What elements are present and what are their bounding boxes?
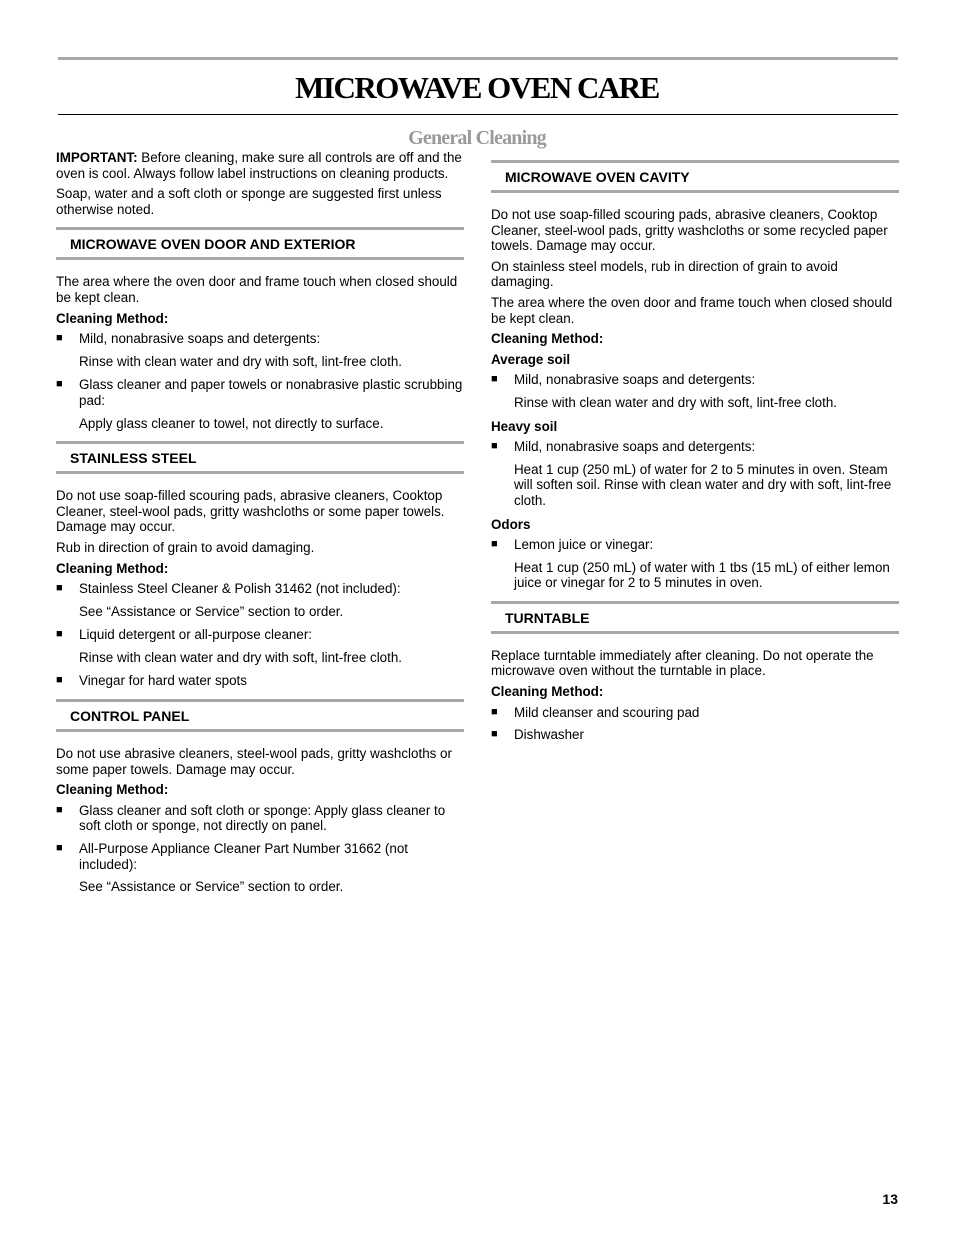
- heading-door-exterior: MICROWAVE OVEN DOOR AND EXTERIOR: [56, 227, 464, 260]
- cavity-method-label: Cleaning Method:: [491, 331, 604, 347]
- section-subtitle: General Cleaning: [408, 127, 546, 149]
- title-rule: [58, 114, 898, 115]
- list-item: ■ Mild, nonabrasive soaps and detergents:: [56, 331, 464, 347]
- cavity-paragraph-1: Do not use soap-filled scouring pads, abrasive cleaners, Cooktop Cleaner, steel-wool pads, gritty washcloths or some recycled paper towels. Damage may occur.: [491, 207, 888, 254]
- odors-label: Odors: [491, 516, 531, 532]
- right-column: [491, 150, 899, 750]
- important-note: [56, 150, 464, 181]
- stainless-method-label: Cleaning Method:: [56, 560, 169, 576]
- control-method-label: Cleaning Method:: [56, 782, 169, 798]
- top-rule: [58, 57, 898, 60]
- heavy-soil-label: Heavy soil: [491, 418, 558, 434]
- list-item: ■ Glass cleaner and soft cloth or sponge: Apply glass cleaner to soft cloth or sponge, not directly on panel.: [56, 803, 464, 834]
- list-item: ■ Mild, nonabrasive soaps and detergents:: [491, 439, 899, 455]
- cavity-paragraph-3: The area where the oven door and frame touch when closed should be kept clean.: [491, 294, 893, 326]
- control-paragraph: Do not use abrasive cleaners, steel-wool pads, gritty washcloths or some paper towels. Damage may occur.: [56, 746, 452, 777]
- heading-turntable: TURNTABLE: [491, 601, 899, 634]
- list-item-detail: See “Assistance or Service” section to order.: [79, 879, 344, 895]
- average-soil-label: Average soil: [491, 351, 571, 367]
- list-item: ■ Mild, nonabrasive soaps and detergents:: [491, 372, 899, 388]
- page-title: MICROWAVE OVEN CARE: [295, 70, 659, 105]
- list-item-detail: Rinse with clean water and dry with soft, lint-free cloth.: [514, 394, 838, 410]
- list-item: ■ Mild cleanser and scouring pad: [491, 705, 899, 721]
- list-item-detail: Rinse with clean water and dry with soft, lint-free cloth.: [79, 649, 403, 665]
- list-item: ■ Glass cleaner and paper towels or nonabrasive plastic scrubbing pad:: [56, 377, 464, 408]
- door-method-label: Cleaning Method:: [56, 310, 169, 326]
- heading-control-panel: CONTROL PANEL: [56, 699, 464, 732]
- door-paragraph: The area where the oven door and frame touch when closed should be kept clean.: [56, 274, 458, 305]
- turntable-method-label: Cleaning Method:: [491, 684, 604, 700]
- page-number: 13: [882, 1191, 898, 1207]
- list-item: ■ Stainless Steel Cleaner & Polish 31462 (not included):: [56, 581, 464, 597]
- intro-paragraph: Soap, water and a soft cloth or sponge are suggested first unless otherwise noted.: [56, 186, 442, 217]
- list-item: ■ Liquid detergent or all-purpose cleaner:: [56, 627, 464, 643]
- important-text: Before cleaning, make sure all controls are off and the oven is cool. Always follow label instructions on cleaning products.: [56, 150, 462, 181]
- list-item: ■ All-Purpose Appliance Cleaner Part Number 31662 (not included):: [56, 841, 464, 872]
- heading-stainless-steel: STAINLESS STEEL: [56, 441, 464, 474]
- list-item: ■ Vinegar for hard water spots: [56, 673, 464, 689]
- left-column: [56, 150, 464, 903]
- list-item: ■ Dishwasher: [491, 727, 899, 743]
- list-item-detail: See “Assistance or Service” section to order.: [79, 603, 344, 619]
- list-item: ■ Lemon juice or vinegar:: [491, 537, 899, 553]
- stainless-paragraph-2: Rub in direction of grain to avoid damaging.: [56, 539, 315, 555]
- list-item-detail: Apply glass cleaner to towel, not directly to surface.: [79, 415, 384, 431]
- turntable-paragraph: Replace turntable immediately after cleaning. Do not operate the microwave oven without the turntable in place.: [491, 647, 874, 679]
- cavity-paragraph-2: On stainless steel models, rub in direction of grain to avoid damaging.: [491, 258, 838, 290]
- stainless-paragraph-1: Do not use soap-filled scouring pads, abrasive cleaners, Cooktop Cleaner, steel-wool pads, gritty washcloths or some paper towels. Damage may occur.: [56, 488, 445, 535]
- list-item-detail: Rinse with clean water and dry with soft, lint-free cloth.: [79, 353, 403, 369]
- list-item-detail: Heat 1 cup (250 mL) of water for 2 to 5 minutes in oven. Steam will soften soil. Rinse with clean water and dry with soft, lint-free cloth.: [514, 461, 892, 508]
- list-item-detail: Heat 1 cup (250 mL) of water with 1 tbs (15 mL) of either lemon juice or vinegar for 2 to 5 minutes in oven.: [514, 559, 890, 591]
- important-label: IMPORTANT:: [56, 150, 138, 165]
- heading-oven-cavity: MICROWAVE OVEN CAVITY: [491, 160, 899, 193]
